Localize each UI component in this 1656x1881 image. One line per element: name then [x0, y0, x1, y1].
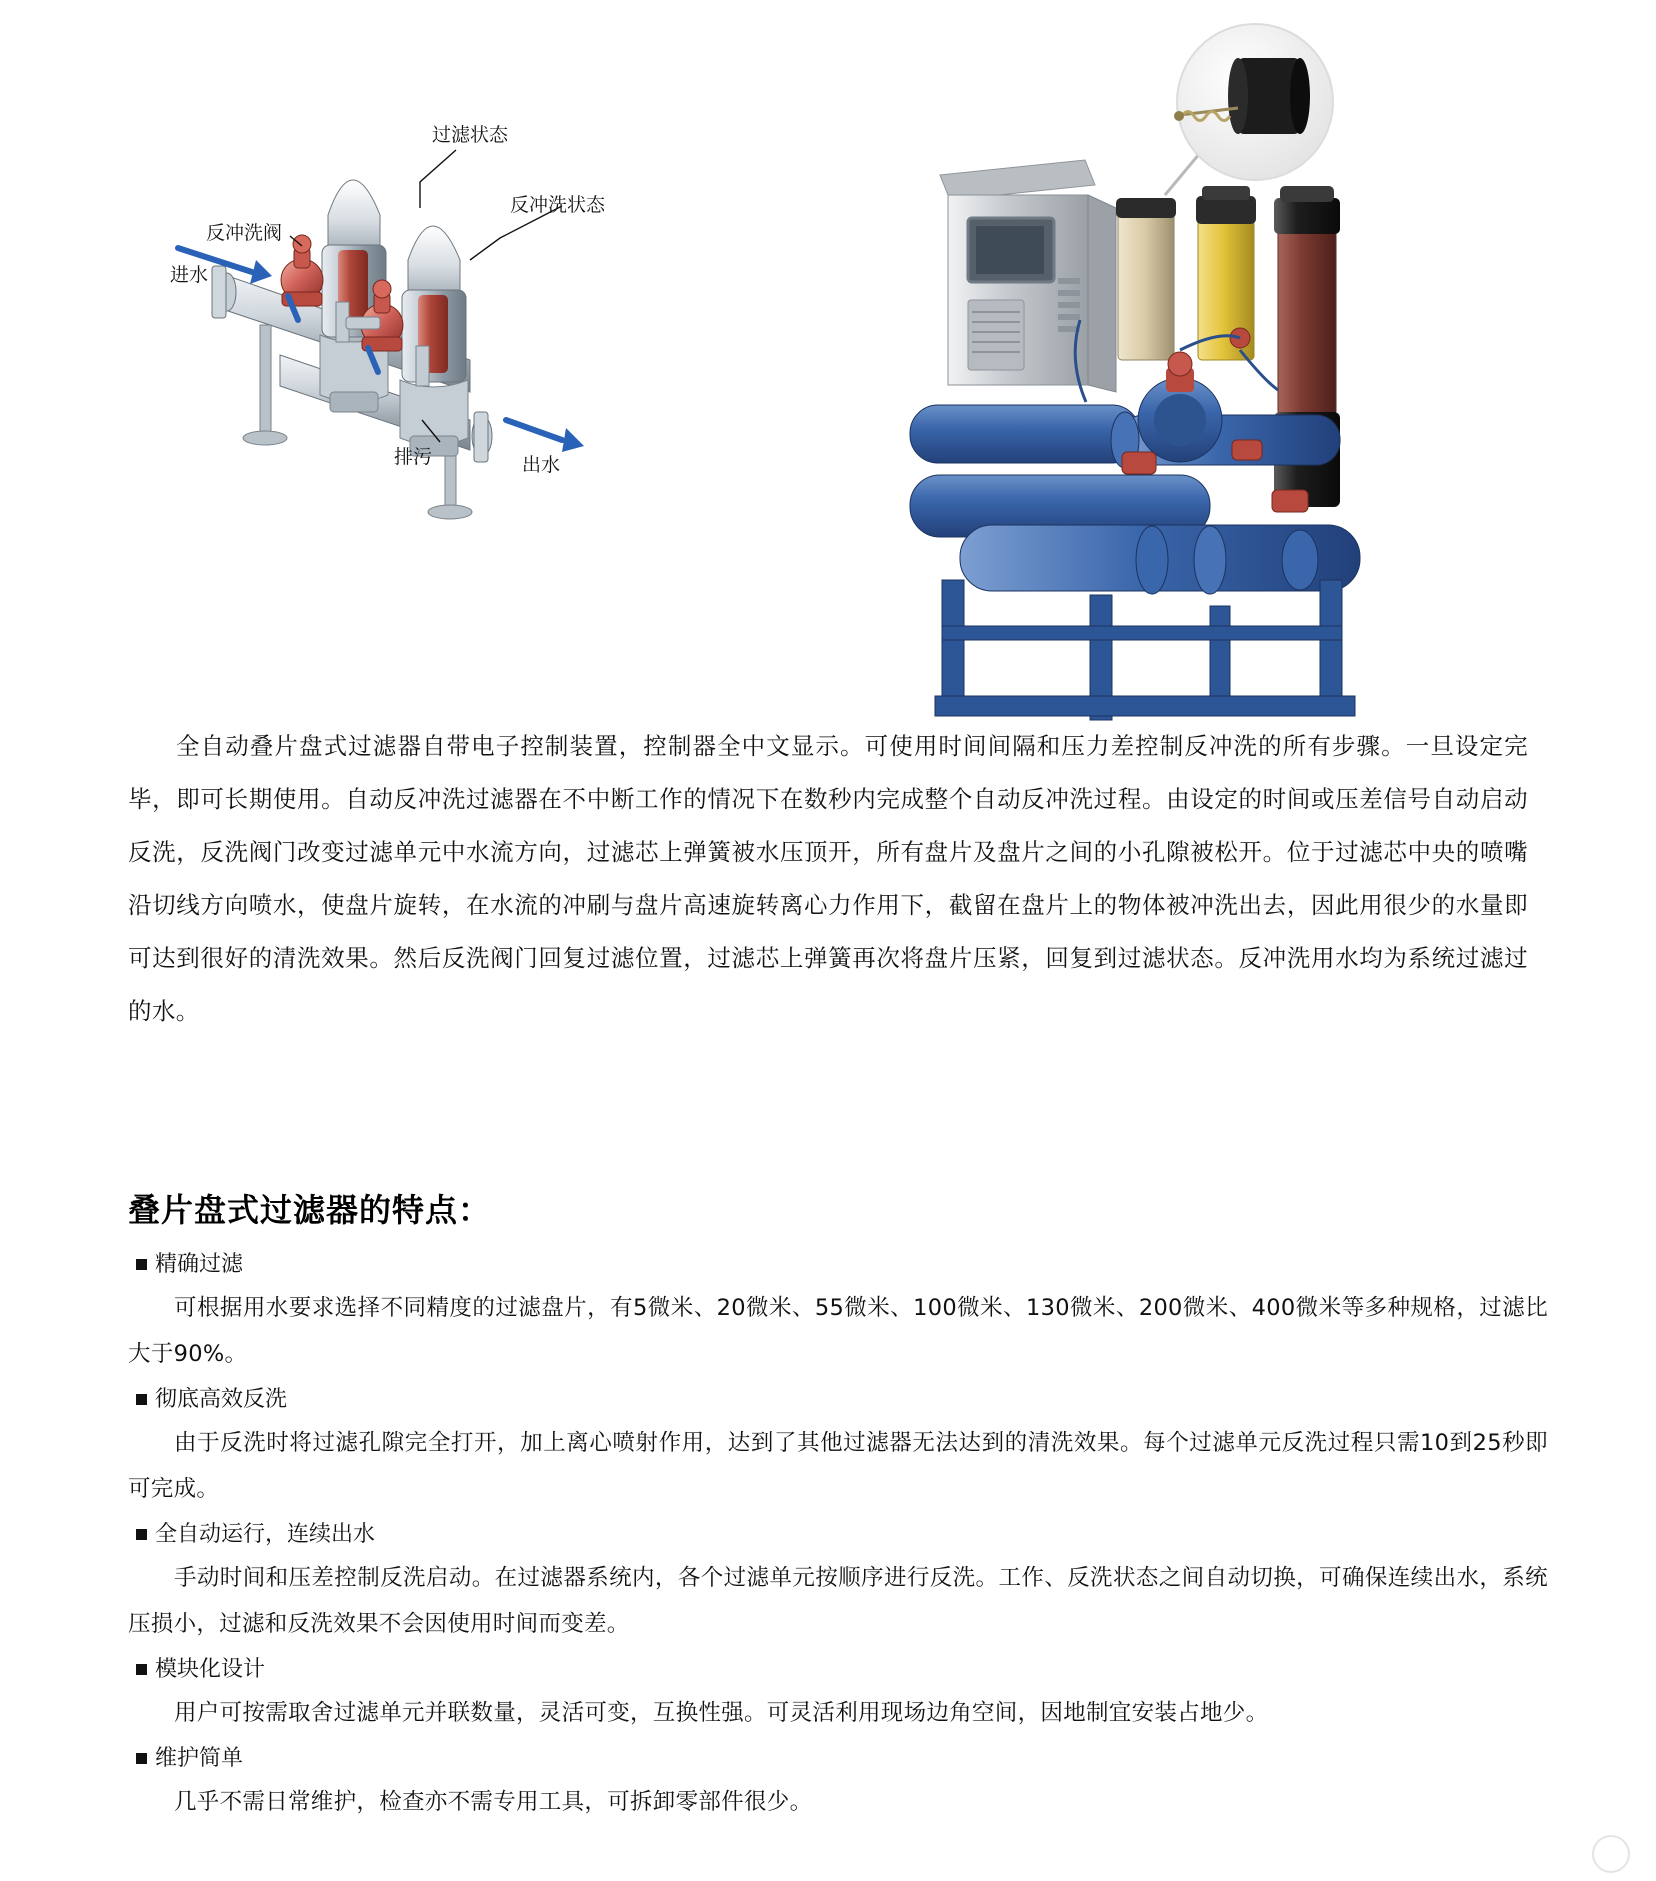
- feature-body: 手动时间和压差控制反洗启动。在过滤器系统内，各个过滤单元按顺序进行反洗。工作、反洗状态之间自动切换，可确保连续出水，系统压损小，过滤和反洗效果不会因使用时间而变差。: [128, 1565, 1548, 1637]
- square-bullet-icon: [136, 1664, 147, 1675]
- feature-item: [128, 1650, 1548, 1736]
- diagram-label-backwash-state: 反冲洗状态: [510, 194, 606, 216]
- feature-title-row: [128, 1739, 1548, 1779]
- feature-item: [128, 1739, 1548, 1825]
- feature-item: [128, 1245, 1548, 1377]
- diagram-filter-unit-backwash: [400, 226, 468, 456]
- photo-control-cabinet: [940, 160, 1116, 392]
- square-bullet-icon: [136, 1529, 147, 1540]
- feature-title: 彻底高效反洗: [155, 1387, 288, 1412]
- feature-title-row: [128, 1515, 1548, 1555]
- square-bullet-icon: [136, 1753, 147, 1764]
- feature-title: 维护简单: [155, 1746, 244, 1771]
- diagram-label-filter-state: 过滤状态: [432, 124, 509, 146]
- feature-body: 几乎不需日常维护，检查亦不需专用工具，可拆卸零部件很少。: [174, 1789, 813, 1815]
- page-corner-mark: [1592, 1835, 1630, 1873]
- working-principle-diagram: [170, 120, 820, 580]
- feature-title-row: [128, 1245, 1548, 1285]
- square-bullet-icon: [136, 1259, 147, 1270]
- intro-paragraph: [128, 720, 1528, 1038]
- feature-title-row: [128, 1380, 1548, 1420]
- diagram-label-water-outlet: 出水: [522, 454, 561, 476]
- product-photo-illustration: [880, 20, 1480, 740]
- feature-list: [128, 1245, 1548, 1828]
- feature-title: 精确过滤: [155, 1252, 244, 1277]
- diagram-label-drain: 排污: [394, 446, 433, 468]
- photo-filter-vessel-cream: [1116, 198, 1176, 360]
- feature-title-row: [128, 1650, 1548, 1690]
- square-bullet-icon: [136, 1394, 147, 1405]
- diagram-illustration: [170, 120, 820, 580]
- feature-body: 由于反洗时将过滤孔隙完全打开，加上离心喷射作用，达到了其他过滤器无法达到的清洗效果。每个过滤单元反洗过程只需10到25秒即可完成。: [128, 1430, 1548, 1502]
- section-heading: 叠片盘式过滤器的特点：: [128, 1191, 492, 1229]
- intro-text: 全自动叠片盘式过滤器自带电子控制装置，控制器全中文显示。可使用时间间隔和压力差控制反冲洗的所有步骤。一旦设定完毕，即可长期使用。自动反冲洗过滤器在不中断工作的情况下在数秒内完成整个自动反冲洗过程。由设定的时间或压差信号自动启动反洗，反洗阀门改变过滤单元中水流方向，过滤芯上弹簧被水压顶开，所有盘片及盘片之间的小孔隙被松开。位于过滤芯中央的喷嘴沿切线方向喷水，使盘片旋转，在水流的冲刷与盘片高速旋转离心力作用下，截留在盘片上的物体被冲洗出去，因此用很少的水量即可达到很好的清洗效果。然后反洗阀门回复过滤位置，过滤芯上弹簧再次将盘片压紧，回复到过滤状态。反冲洗用水均为系统过滤过的水。: [128, 732, 1528, 1025]
- feature-body: 用户可按需取舍过滤单元并联数量，灵活可变，互换性强。可灵活利用现场边角空间，因地制宜安装占地少。: [174, 1700, 1269, 1726]
- feature-item: [128, 1515, 1548, 1647]
- photo-support-frame: [935, 580, 1355, 720]
- feature-title: 全自动运行，连续出水: [155, 1522, 376, 1547]
- feature-title: 模块化设计: [155, 1657, 266, 1682]
- feature-item: [128, 1380, 1548, 1512]
- photo-inset-closeup: [1165, 24, 1333, 195]
- photo-main-valve: [1138, 352, 1222, 462]
- diagram-label-water-inlet: 进水: [170, 264, 209, 286]
- product-photo: [880, 20, 1480, 740]
- diagram-label-backwash-valve: 反冲洗阀: [206, 222, 283, 244]
- feature-body: 可根据用水要求选择不同精度的过滤盘片，有5微米、20微米、55微米、100微米、130微米、200微米、400微米等多种规格，过滤比大于90%。: [128, 1295, 1548, 1367]
